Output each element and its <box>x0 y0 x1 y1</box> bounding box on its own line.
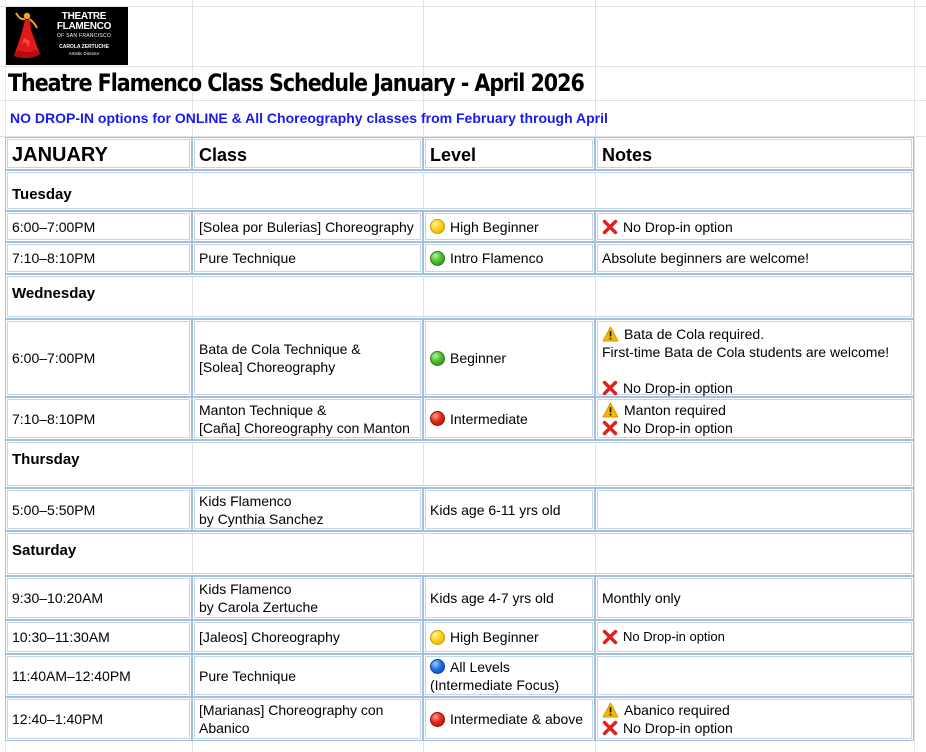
note-text: Bata de Cola required. <box>624 326 765 342</box>
day-section-thursday <box>5 440 914 488</box>
column-header <box>423 137 595 170</box>
level-cell[interactable] <box>423 654 595 697</box>
cross-icon <box>602 420 618 436</box>
time-cell[interactable] <box>5 620 192 654</box>
note-text: Abanico required <box>624 702 730 718</box>
warning-icon <box>602 326 619 342</box>
logo-text: OF SAN FRANCISCO <box>56 33 112 39</box>
level-label: High Beginner <box>450 218 539 235</box>
green-circle-icon <box>430 251 445 266</box>
time-cell[interactable] <box>5 576 192 620</box>
cross-icon <box>602 380 618 396</box>
yellow-circle-icon <box>430 219 445 234</box>
class-cell[interactable] <box>192 488 423 531</box>
warning-icon <box>602 702 619 718</box>
gridline <box>914 0 915 752</box>
logo-text: THEATRE <box>61 11 107 22</box>
level-label: Kids age 6-11 yrs old <box>430 501 561 518</box>
dancer-icon <box>10 10 44 64</box>
class-cell[interactable] <box>192 397 423 440</box>
cross-icon <box>602 720 618 736</box>
time-cell[interactable] <box>5 242 192 274</box>
level-label: Intermediate <box>450 410 528 427</box>
notes-cell[interactable] <box>595 211 914 242</box>
green-circle-icon <box>430 351 445 366</box>
class-cell[interactable] <box>192 242 423 274</box>
level-cell[interactable] <box>423 697 595 741</box>
class-name: Pure Technique <box>199 667 297 684</box>
warning-icon <box>602 402 619 418</box>
level-label: (Intermediate Focus) <box>430 676 560 693</box>
column-header-label: Level <box>430 144 477 165</box>
note-text: No Drop-in option <box>623 218 733 235</box>
class-name: [Jaleos] Choreography <box>199 629 340 645</box>
level-label: Beginner <box>450 350 507 366</box>
day-label: Wednesday <box>12 285 96 302</box>
day-section-saturday <box>5 531 914 576</box>
class-time: 10:30–11:30AM <box>12 629 110 645</box>
class-name: [Caña] Choreography con Manton <box>199 419 410 436</box>
level-cell[interactable] <box>423 319 595 397</box>
notes-cell[interactable] <box>595 654 914 697</box>
level-cell[interactable] <box>423 488 595 531</box>
class-time: 9:30–10:20AM <box>12 590 104 606</box>
note-text: Absolute beginners are welcome! <box>602 250 810 266</box>
time-cell[interactable] <box>5 319 192 397</box>
note-text: No Drop-in option <box>623 720 733 736</box>
level-label: All Levels <box>450 658 510 675</box>
notes-cell[interactable] <box>595 576 914 620</box>
class-time: 5:00–5:50PM <box>12 501 96 518</box>
note-text: Manton required <box>624 401 726 418</box>
class-time: 11:40AM–12:40PM <box>12 667 131 684</box>
level-label: Intro Flamenco <box>450 250 544 266</box>
day-section-wednesday <box>5 274 914 319</box>
level-cell[interactable] <box>423 397 595 440</box>
class-name: Manton Technique & <box>199 401 327 418</box>
time-cell[interactable] <box>5 697 192 741</box>
column-header <box>192 137 423 170</box>
class-name: Kids Flamenco <box>199 492 292 509</box>
class-name: Abanico <box>199 720 250 736</box>
red-circle-icon <box>430 712 445 727</box>
class-time: 12:40–1:40PM <box>12 711 104 727</box>
note-text: No Drop-in option <box>623 419 733 436</box>
gridline <box>0 100 926 101</box>
class-time: 7:10–8:10PM <box>12 250 96 266</box>
cross-icon <box>602 629 618 645</box>
notes-cell[interactable] <box>595 488 914 531</box>
class-cell[interactable] <box>192 319 423 397</box>
note-text: No Drop-in option <box>623 380 733 396</box>
class-cell[interactable] <box>192 576 423 620</box>
column-header <box>595 137 914 170</box>
class-cell[interactable] <box>192 654 423 697</box>
class-time: 6:00–7:00PM <box>12 218 96 235</box>
notes-cell[interactable] <box>595 319 914 397</box>
note-text: No Drop-in option <box>623 629 725 644</box>
level-label: High Beginner <box>450 629 539 645</box>
class-name: by Cynthia Sanchez <box>199 510 324 527</box>
yellow-circle-icon <box>430 630 445 645</box>
logo-text: Artistic Director <box>68 51 100 56</box>
note-text: Monthly only <box>602 590 681 606</box>
theatre-flamenco-logo <box>6 7 128 65</box>
level-label: Kids age 4-7 yrs old <box>430 590 554 606</box>
blue-circle-icon <box>430 659 445 674</box>
page-title: Theatre Flamenco Class Schedule January - April 2026 <box>8 69 584 97</box>
notes-cell[interactable] <box>595 397 914 440</box>
level-label: Intermediate & above <box>450 711 584 727</box>
notes-cell[interactable] <box>595 620 914 654</box>
day-label: Saturday <box>12 542 77 559</box>
class-name: [Solea] Choreography <box>199 359 336 375</box>
class-time: 6:00–7:00PM <box>12 350 96 366</box>
notes-cell[interactable] <box>595 697 914 741</box>
notes-cell[interactable] <box>595 242 914 274</box>
level-cell[interactable] <box>423 242 595 274</box>
cross-icon <box>602 219 618 235</box>
class-cell[interactable] <box>192 211 423 242</box>
level-cell[interactable] <box>423 576 595 620</box>
column-header-label: Class <box>199 144 248 165</box>
level-cell[interactable] <box>423 211 595 242</box>
column-header <box>5 137 192 170</box>
class-cell[interactable] <box>192 620 423 654</box>
drop-in-notice: NO DROP-IN options for ONLINE & All Choreography classes from February through April <box>10 110 608 126</box>
day-label: Tuesday <box>12 186 72 203</box>
class-name: [Marianas] Choreography con <box>199 702 384 718</box>
column-header-label: Notes <box>602 144 653 165</box>
day-section-tuesday <box>5 170 914 211</box>
class-name: Kids Flamenco <box>199 581 292 597</box>
class-name: Pure Technique <box>199 250 297 266</box>
red-circle-icon <box>430 411 445 426</box>
day-label: Thursday <box>12 451 80 468</box>
note-text: First-time Bata de Cola students are welcome! <box>602 344 890 360</box>
class-cell[interactable] <box>192 697 423 741</box>
time-cell[interactable] <box>5 654 192 697</box>
logo-text: FLAMENCO <box>56 21 112 32</box>
logo-text: CAROLA ZERTUCHE <box>59 44 109 50</box>
time-cell[interactable] <box>5 488 192 531</box>
level-cell[interactable] <box>423 620 595 654</box>
time-cell[interactable] <box>5 211 192 242</box>
time-cell[interactable] <box>5 397 192 440</box>
class-name: [Solea por Bulerias] Choreography <box>199 218 414 235</box>
spacer <box>602 361 889 379</box>
class-name: by Carola Zertuche <box>199 599 319 615</box>
class-name: Bata de Cola Technique & <box>199 341 361 357</box>
gridline <box>0 6 926 7</box>
column-header-label: JANUARY <box>12 143 108 166</box>
class-time: 7:10–8:10PM <box>12 410 96 427</box>
